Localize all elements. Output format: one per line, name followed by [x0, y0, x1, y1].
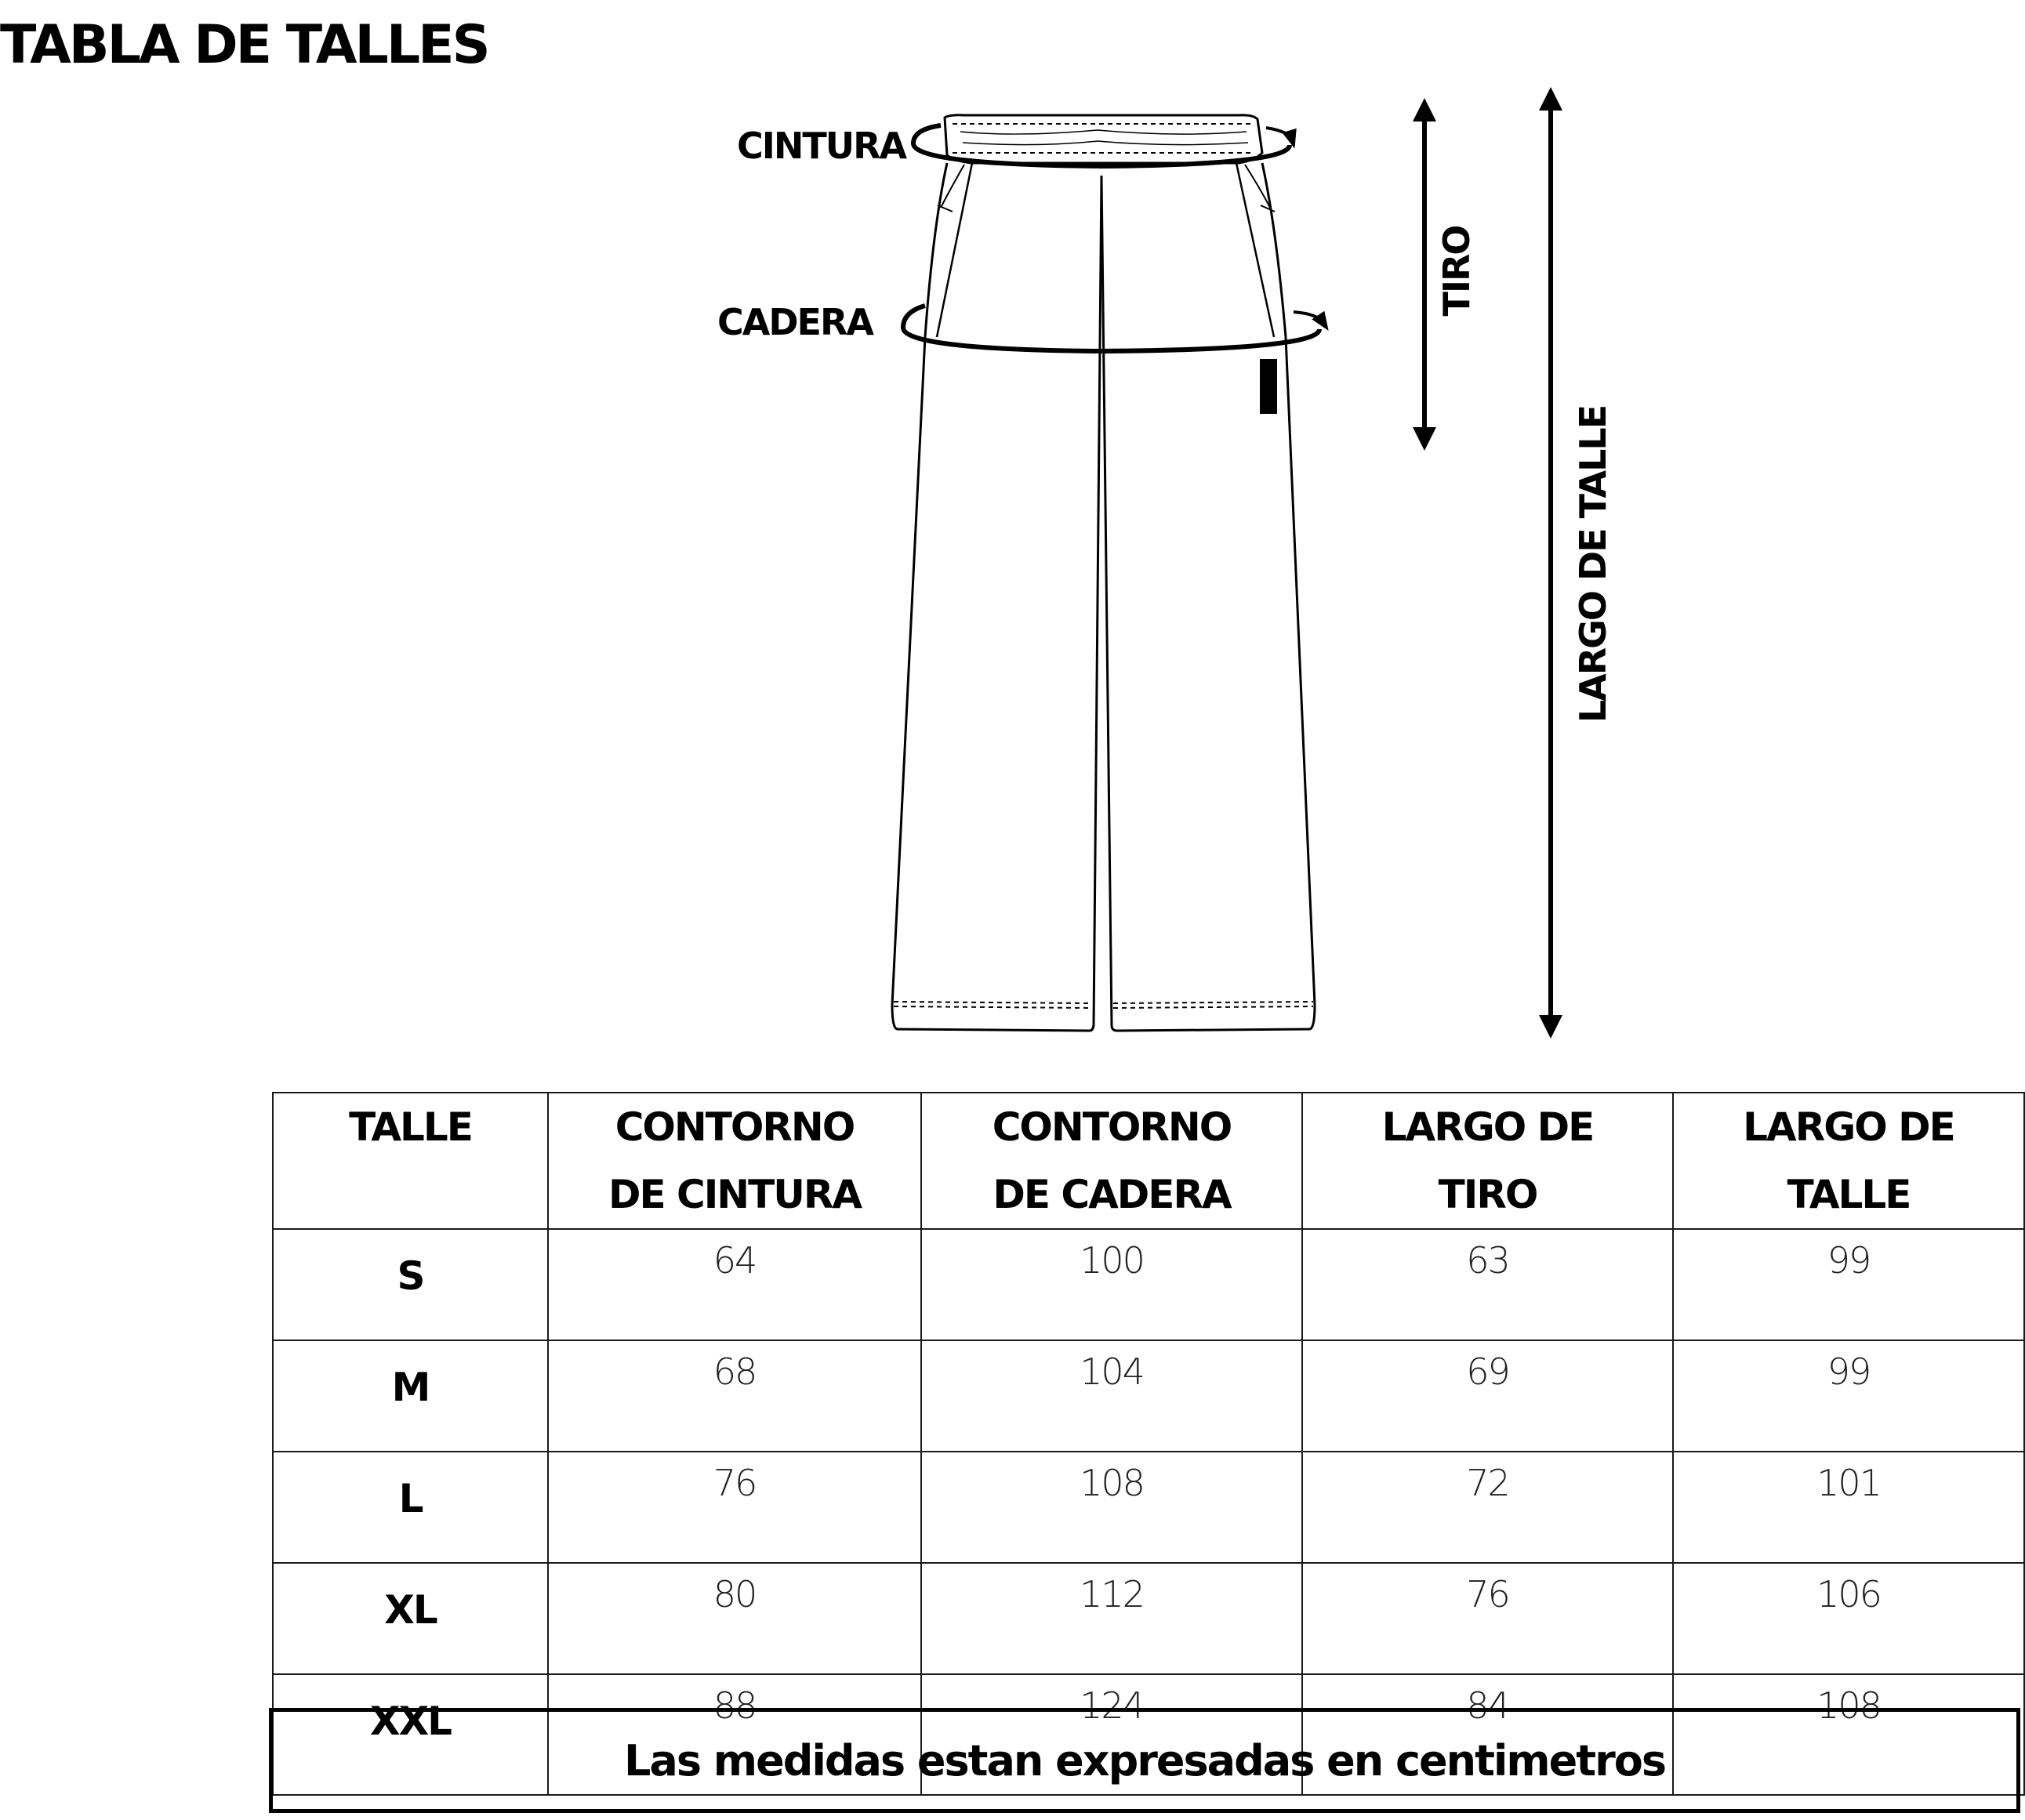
right-leg [1101, 163, 1315, 1031]
largo-cell: 108 [1673, 1674, 2024, 1795]
cadera-cell: 104 [921, 1340, 1302, 1452]
largo-de-talle-label: LARGO DE TALLE [1572, 405, 1614, 723]
header-contorno-de-cintura: CONTORNO DE CINTURA [548, 1093, 921, 1229]
pants-outline [892, 115, 1315, 1031]
largo-cell: 99 [1673, 1229, 2024, 1340]
size-cell: L [273, 1452, 548, 1563]
header-talle: TALLE [273, 1093, 548, 1229]
cintura-cell: 80 [548, 1563, 921, 1674]
cintura-cell: 64 [548, 1229, 921, 1340]
table-row [273, 1452, 2024, 1563]
waistband-gather [963, 141, 1248, 145]
size-cell: M [273, 1340, 548, 1452]
header-largo-de-talle: LARGO DE TALLE [1673, 1093, 2024, 1229]
header-contorno-de-cadera: CONTORNO DE CADERA [921, 1093, 1302, 1229]
largo-cell: 101 [1673, 1452, 2024, 1563]
size-cell: XL [273, 1563, 548, 1674]
tiro-cell: 76 [1302, 1563, 1673, 1674]
cadera-cell: 100 [921, 1229, 1302, 1340]
table-row [273, 1229, 2024, 1340]
cadera-measure [903, 306, 1323, 351]
cadera-cell: 124 [921, 1674, 1302, 1795]
left-hem-stitch [894, 1006, 1092, 1008]
cadera-cell: 112 [921, 1563, 1302, 1674]
left-leg [892, 163, 1101, 1031]
table-row [273, 1340, 2024, 1452]
size-cell: S [273, 1229, 548, 1340]
tiro-cell: 63 [1302, 1229, 1673, 1340]
waistband-gather [960, 130, 1247, 134]
cadera-label: CADERA [717, 301, 873, 343]
cintura-measure [913, 125, 1292, 166]
table-row [273, 1563, 2024, 1674]
tiro-cell: 69 [1302, 1340, 1673, 1452]
cintura-cell: 76 [548, 1452, 921, 1563]
left-hem-stitch [894, 1002, 1092, 1003]
waistband [945, 115, 1262, 163]
cadera-cell: 108 [921, 1452, 1302, 1563]
page-title: TABLA DE TALLES [0, 14, 488, 76]
tiro-cell: 84 [1302, 1674, 1673, 1795]
size-cell: XXL [273, 1674, 548, 1795]
cintura-label: CINTURA [737, 125, 906, 167]
right-pocket-bar [1261, 205, 1275, 212]
size-table [272, 1092, 2025, 1796]
cintura-cell: 88 [548, 1674, 921, 1795]
brand-tag [1260, 359, 1277, 414]
tiro-label: TIRO [1435, 226, 1478, 317]
units-note: Las medidas estan expresadas en centimetros [269, 1708, 2020, 1813]
tiro-cell: 72 [1302, 1452, 1673, 1563]
largo-cell: 99 [1673, 1340, 2024, 1452]
largo-cell: 106 [1673, 1563, 2024, 1674]
cintura-cell: 68 [548, 1340, 921, 1452]
table-header-row [273, 1093, 2024, 1229]
header-largo-de-tiro: LARGO DE TIRO [1302, 1093, 1673, 1229]
right-hem-stitch [1113, 1006, 1313, 1008]
right-hem-stitch [1113, 1002, 1313, 1003]
